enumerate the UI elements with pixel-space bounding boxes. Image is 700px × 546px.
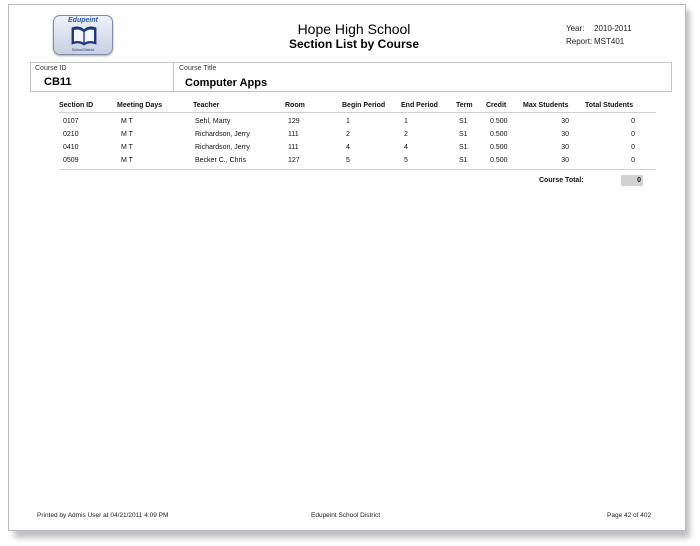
cell-room: 127 [288, 157, 300, 164]
cell-end-period: 2 [404, 131, 408, 138]
report-page [8, 4, 686, 531]
report-label: Report: [566, 37, 593, 46]
cell-room: 111 [288, 131, 299, 138]
cell-term: S1 [459, 118, 468, 125]
school-name: Hope High School [297, 21, 411, 37]
cell-end-period: 1 [404, 118, 408, 125]
col-header-max-students: Max Students [523, 102, 569, 109]
footer-district: Edupeint School District [311, 512, 381, 519]
course-total-value: 0 [621, 175, 643, 186]
header-rule [59, 112, 656, 113]
cell-max-students: 30 [561, 144, 569, 151]
cell-teacher: Richardson, Jerry [195, 131, 250, 138]
cell-total-students: 0 [631, 144, 635, 151]
cell-section-id: 0509 [63, 157, 79, 164]
year-label: Year: [566, 24, 585, 33]
cell-term: S1 [459, 157, 468, 164]
cell-teacher: Becker C., Chris [195, 157, 246, 164]
district-logo [53, 15, 113, 55]
cell-section-id: 0107 [63, 118, 79, 125]
col-header-meeting-days: Meeting Days [117, 102, 163, 109]
book-icon [71, 26, 97, 46]
cell-section-id: 0410 [63, 144, 79, 151]
cell-room: 111 [288, 144, 299, 151]
cell-meeting-days: M T [121, 157, 133, 164]
cell-credit: 0.500 [490, 157, 508, 164]
logo-brand-text: Edupeint [68, 17, 98, 24]
cell-total-students: 0 [631, 118, 635, 125]
footer-page-number: Page 42 of 402 [607, 512, 652, 519]
course-title-value: Computer Apps [185, 77, 268, 89]
cell-total-students: 0 [631, 131, 635, 138]
col-header-end-period: End Period [401, 102, 438, 109]
course-title-label: Course Title [179, 65, 217, 72]
course-id-label: Course ID [35, 65, 67, 72]
cell-room: 129 [288, 118, 300, 125]
cell-teacher: Sehl, Marty [195, 118, 231, 125]
cell-credit: 0.500 [490, 131, 508, 138]
cell-begin-period: 2 [346, 131, 350, 138]
cell-max-students: 30 [561, 157, 569, 164]
col-header-term: Term [456, 102, 473, 109]
col-header-total-students: Total Students [585, 102, 634, 109]
cell-max-students: 30 [561, 118, 569, 125]
course-id-value: CB11 [44, 76, 72, 88]
cell-begin-period: 1 [346, 118, 350, 125]
col-header-credit: Credit [486, 102, 507, 109]
col-header-teacher: Teacher [193, 102, 220, 109]
cell-begin-period: 4 [346, 144, 350, 151]
footer-printed-by: Printed by Admis User at 04/21/2011 4:09 PM [37, 512, 169, 519]
cell-credit: 0.500 [490, 118, 508, 125]
report-title: Section List by Course [288, 37, 420, 51]
cell-max-students: 30 [561, 131, 569, 138]
year-value: 2010-2011 [594, 24, 632, 33]
cell-term: S1 [459, 131, 468, 138]
cell-credit: 0.500 [490, 144, 508, 151]
col-header-section-id: Section ID [59, 102, 94, 109]
cell-meeting-days: M T [121, 131, 133, 138]
table-bottom-rule [59, 169, 656, 170]
course-box-divider [173, 63, 174, 91]
col-header-begin-period: Begin Period [342, 102, 386, 109]
cell-teacher: Richardson, Jerry [195, 144, 250, 151]
cell-end-period: 5 [404, 157, 408, 164]
cell-section-id: 0210 [63, 131, 79, 138]
logo-subtitle: School District [71, 48, 95, 52]
cell-meeting-days: M T [121, 144, 133, 151]
cell-meeting-days: M T [121, 118, 133, 125]
cell-term: S1 [459, 144, 468, 151]
col-header-room: Room [285, 102, 305, 109]
course-info-box [30, 62, 672, 92]
cell-begin-period: 5 [346, 157, 350, 164]
course-total-label: Course Total: [539, 177, 584, 184]
report-code: MST401 [594, 37, 625, 46]
cell-total-students: 0 [631, 157, 635, 164]
cell-end-period: 4 [404, 144, 408, 151]
